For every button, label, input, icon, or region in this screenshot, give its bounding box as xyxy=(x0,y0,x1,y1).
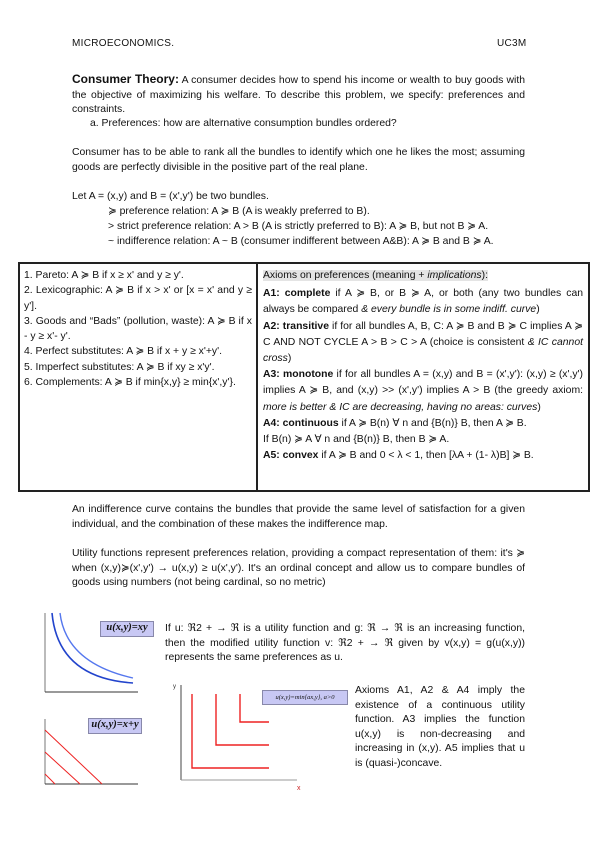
axiom-a4: A4: continuous if A ≽ B(n) ∀ n and {B(n)} B, then A ≽ B. xyxy=(263,417,527,429)
example-imperfect-substitutes: 5. Imperfect substitutes: A ≽ B if xy ≥ x'y'. xyxy=(24,361,215,373)
axiom-a4-second: If B(n) ≽ A ∀ n and {B(n)} B, then B ≽ A. xyxy=(263,434,450,446)
intro-paragraph xyxy=(72,72,525,118)
example-perfect-substitutes: 4. Perfect substitutes: A ≽ B if x + y ≥ x'+y'. xyxy=(24,346,222,358)
example-pareto: 1. Pareto: A ≽ B if x ≥ x' and y ≥ y'. xyxy=(24,270,184,281)
label-complements: u(x,y)=min{ax,y}, a>0 xyxy=(262,690,348,705)
relation-weak: ≽ preference relation: A ≽ B (A is weakly preferred to B). xyxy=(108,206,370,217)
paragraph-axioms-implications: Axioms A1, A2 & A4 imply the existence of a continuous utility function. A3 implies the function u(x,y) is non-decreasing and increasing in (x,y). A5 implies that u is (quasi-)concave. xyxy=(355,685,525,769)
label-cobb-douglas: u(x,y)=xy xyxy=(100,621,154,637)
axioms-cell xyxy=(258,264,588,490)
paragraph-indifference-curve: An indifference curve contains the bundles that provide the same level of satisfaction for a given individual, and the combination of these makes the indifference map. xyxy=(72,504,525,530)
example-lexicographic: 2. Lexicographic: A ≽ B if x > x' or [x = x' and y ≥ y']. xyxy=(24,285,252,312)
indifference-line-3 xyxy=(45,730,102,784)
y-axis-label: y xyxy=(173,684,176,690)
header-course: MICROECONOMICS. xyxy=(72,38,175,49)
preference-examples-cell xyxy=(20,264,258,490)
relation-indifference: ~ indifference relation: A ~ B (consumer indifferent between A&B): A ≽ B and B ≽ A. xyxy=(108,236,494,247)
axiom-a1: A1: complete if A ≽ B, or B ≽ A, or both (any two bundles can always be compared & every bundle is in some indiff. curve) xyxy=(263,288,583,316)
axioms-heading: Axioms on preferences (meaning + implications): xyxy=(263,270,488,281)
paragraph-monotone-transform: If u: ℜ2 + → ℜ is a utility function and g: ℜ → ℜ is an increasing function, then the modified utility function v: ℜ2 + → ℜ given by v(x,y) = g(u(x,y)) represents the same preferences as u. xyxy=(165,623,525,664)
example-goods-bads: 3. Goods and “Bads” (pollution, waste): A ≽ B if x - y ≥ x'- y'. xyxy=(24,315,252,343)
section-title: Consumer Theory: xyxy=(72,72,179,86)
axiom-a2: A2: transitive if for all bundles A, B, C: A ≽ B and B ≽ C implies A ≽ C AND NOT CYCLE A > B > C > A (choice is consistent & IC cannot cross) xyxy=(263,320,583,365)
x-axis-label: x xyxy=(297,785,301,790)
example-complements: 6. Complements: A ≽ B if min{x,y} ≥ min{x',y'}. xyxy=(24,377,236,389)
axiom-a3: A3: monotone if for all bundles A = (x,y) and B = (x',y'): (x,y) ≥ (x',y') implies A ≽ B, and (x,y) >> (x',y') implies A > B (the greedy axiom: more is better & IC are decreasing, having no areas: curves) xyxy=(263,369,583,413)
label-perfect-substitutes: u(x,y)=x+y xyxy=(88,718,142,734)
paragraph-ranking: Consumer has to be able to rank all the bundles to identify which one he likes the most; assuming goods are perfectly divisible in the positive part of the real plane. xyxy=(72,147,525,173)
list-item-preferences: a. Preferences: how are alternative consumption bundles ordered? xyxy=(90,118,397,129)
paragraph-utility-functions: Utility functions represent preferences relation, providing a compact representation of them: it's ≽ when (x,y)≽(x',y') → u(x,y) ≥ u(x',y'). It's an ordinal concept and allow us to compare bundles of goods using numbers (not being cardinal, so no metric) xyxy=(72,548,525,589)
l-curve-1 xyxy=(192,694,269,768)
relation-strict: > strict preference relation: A > B (A is strictly preferred to B): A ≽ B, but not B ≽ A. xyxy=(108,221,489,232)
preferences-table xyxy=(18,262,590,492)
axiom-a5: A5: convex if A ≽ B and 0 < λ < 1, then [λA + (1- λ)B] ≽ B. xyxy=(263,450,534,462)
paragraph-bundles: Let A = (x,y) and B = (x',y') be two bundles. xyxy=(72,191,269,202)
indifference-line-1 xyxy=(45,774,55,784)
header-university: UC3M xyxy=(497,38,527,49)
intro-text: A consumer decides how to spend his income or wealth to buy goods with the objective of maximizing his welfare. To describe this problem, we specify: preferences and constraints. xyxy=(72,75,525,116)
